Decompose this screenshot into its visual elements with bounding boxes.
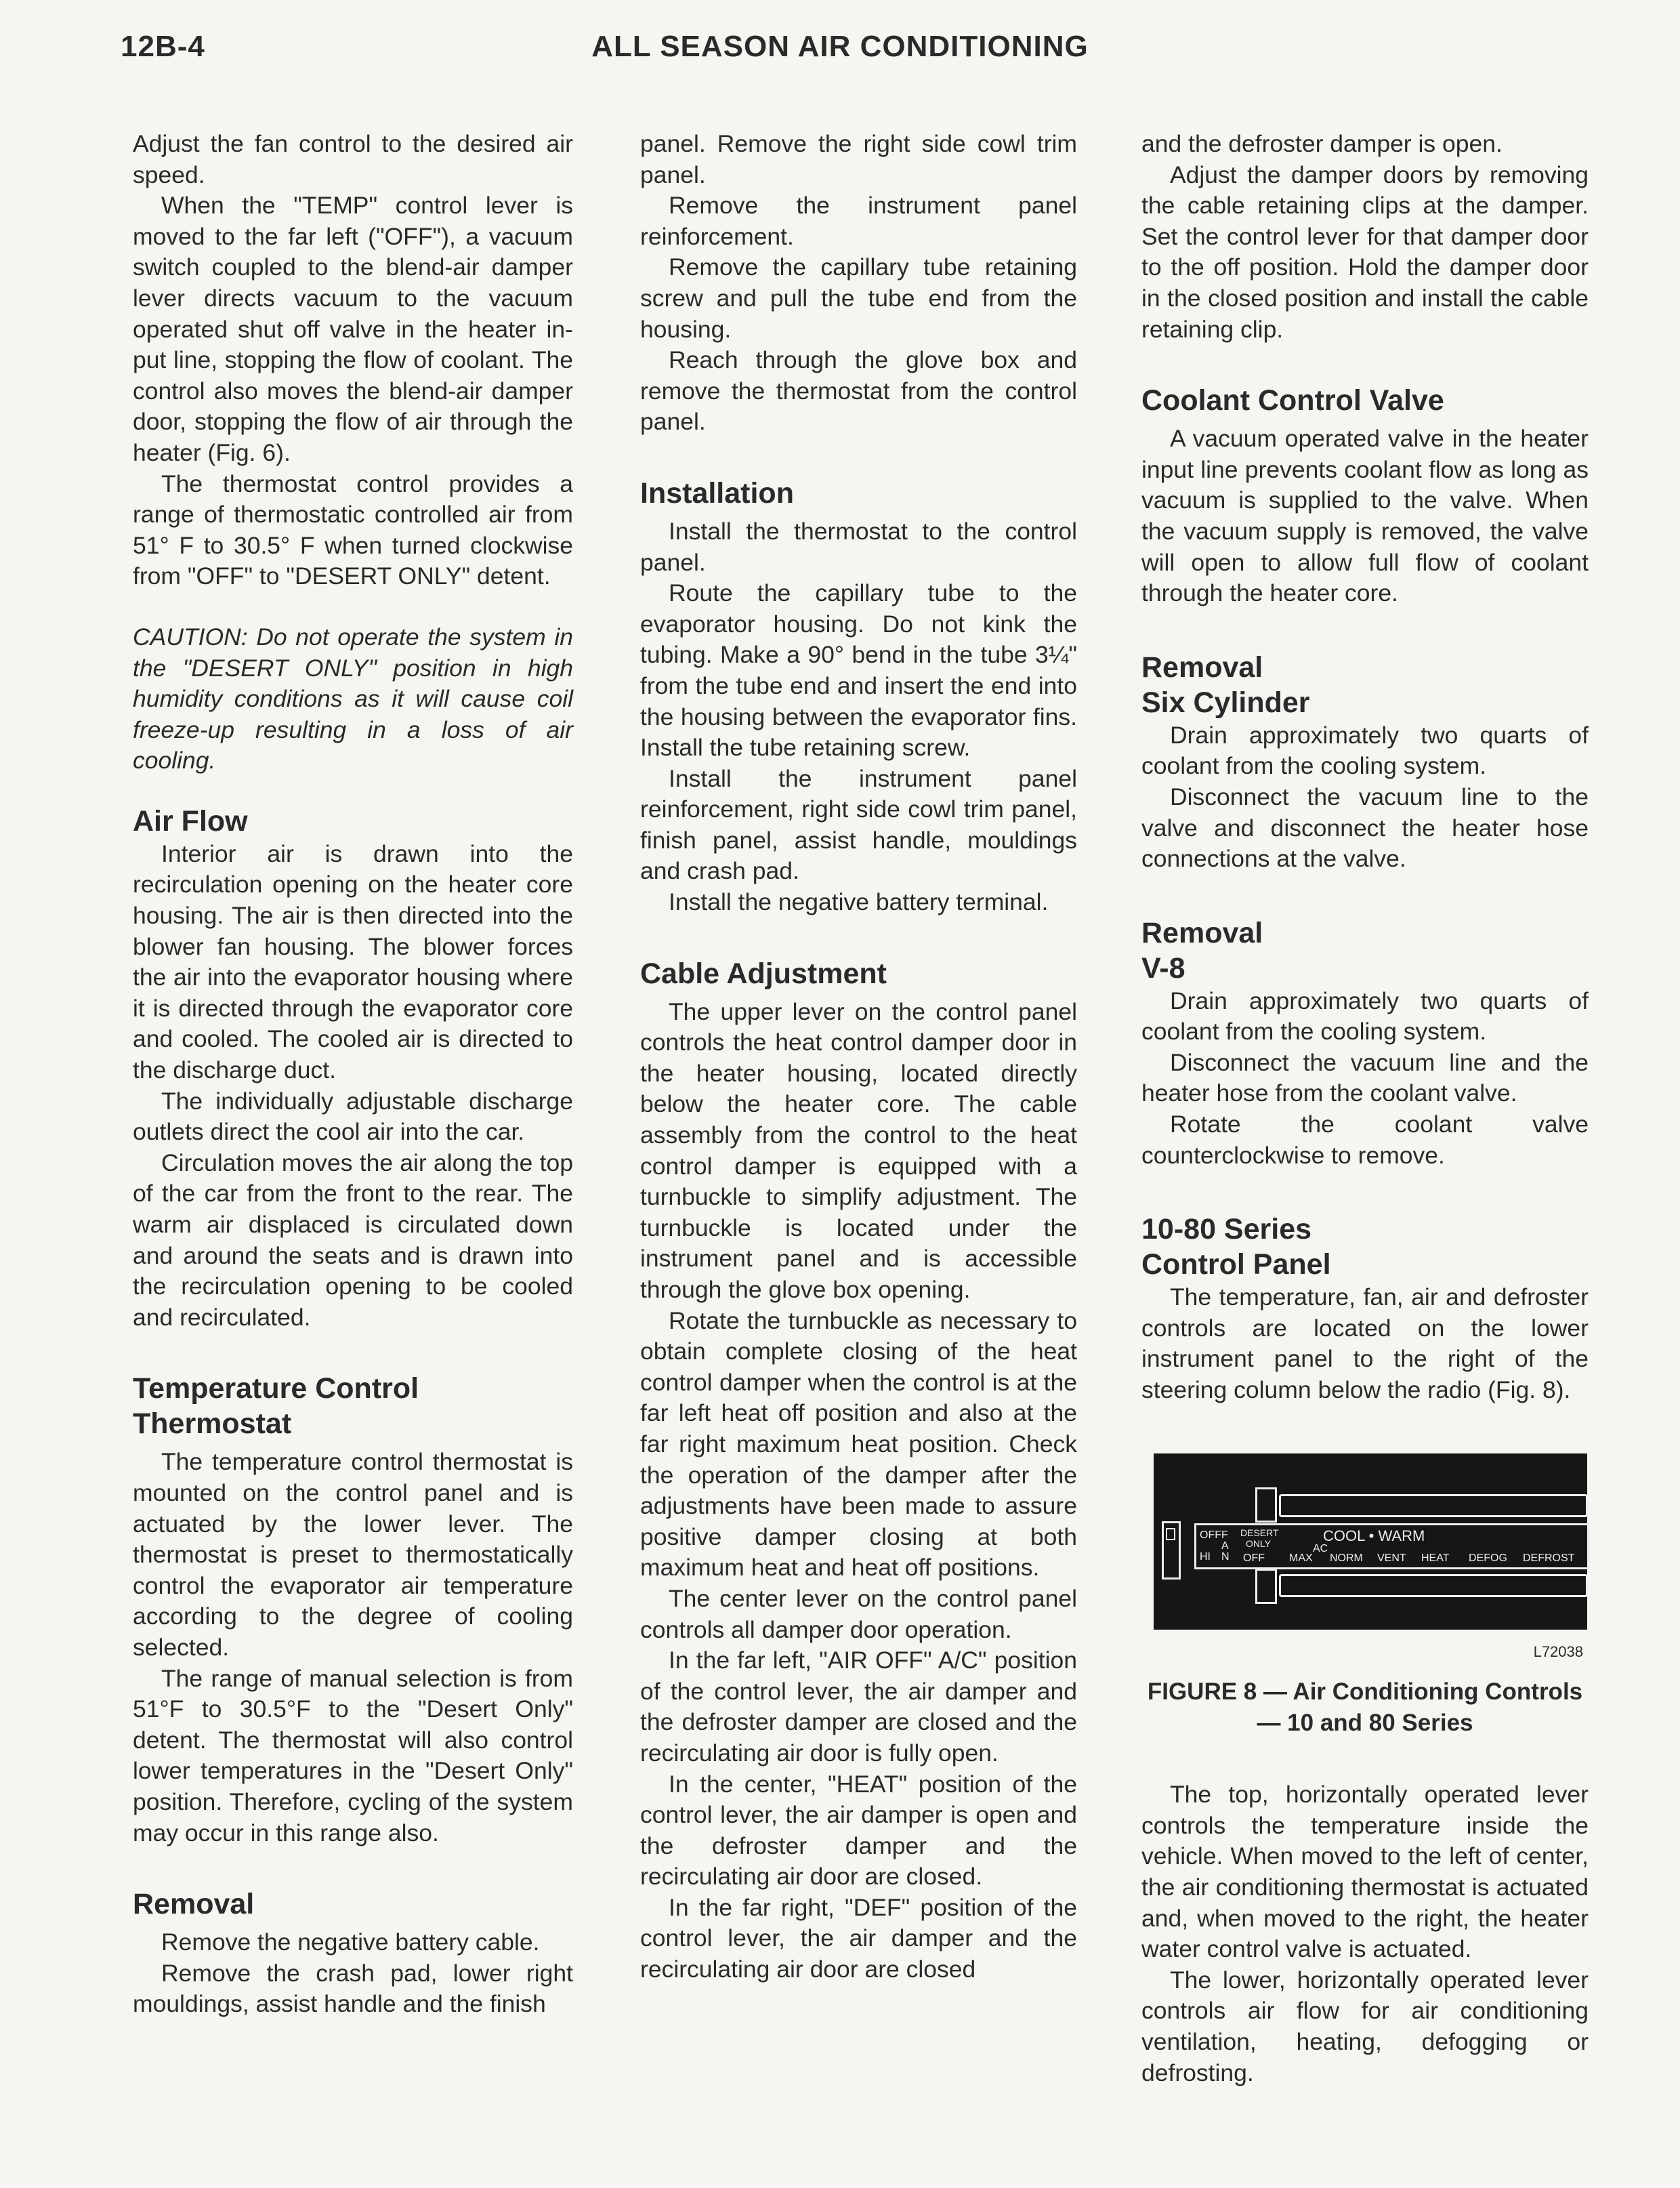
upper-lever-knob — [1255, 1487, 1277, 1523]
label-vent: VENT — [1377, 1552, 1406, 1564]
paragraph: In the far left, "AIR OFF" A/C" position of the control lever, the air damper and the defroster damper are closed and the recirculating air door is fully open. — [640, 1647, 1077, 1767]
figure-code: L72038 — [1533, 1643, 1583, 1660]
paragraph: Reach through the glove box and remove the thermostat from the control panel. — [640, 346, 1077, 436]
paragraph: Remove the instrument panel reinforcement. — [640, 192, 1077, 250]
paragraph: Install the thermostat to the control panel. — [640, 517, 1077, 576]
label-off-lower: OFF — [1243, 1552, 1265, 1564]
label-off: OFF — [1200, 1529, 1221, 1541]
lower-lever-knob — [1255, 1569, 1277, 1604]
page-header-title: ALL SEASON AIR CONDITIONING — [591, 30, 1089, 63]
label-hi: HI — [1200, 1550, 1211, 1563]
caution-note: CAUTION: Do not operate the system in the "DESERT ONLY" position in high humidity conditions as it will cause coil freeze-up resulting in a loss of air cooling. — [133, 623, 573, 775]
caption-line-1: FIGURE 8 — Air Conditioning Controls — [1147, 1678, 1583, 1706]
label-max: MAX — [1289, 1552, 1313, 1564]
figure-caption — [1141, 1676, 1589, 1739]
heading-coolant-control-valve: Coolant Control Valve — [1141, 384, 1444, 417]
heading-cable-adjustment: Cable Adjustment — [640, 957, 887, 990]
label-defog: DEFOG — [1469, 1552, 1507, 1564]
label-norm: NORM — [1330, 1552, 1363, 1564]
paragraph: The temperature, fan, air and defroster controls are located on the lower instrument panel to the right of the steering column below the radio (Fig. 8). — [1141, 1283, 1589, 1404]
heading-air-flow: Air Flow — [133, 804, 248, 838]
paragraph: Interior air is drawn into the recirculation opening on the heater core housing. The air is then directed into the blower fan housing. The blower forces the air into the evaporator housing where it is directed through the evaporator core and cooled. The cooled air is directed to the discharge duct. — [133, 840, 573, 1084]
label-ac: AC — [1313, 1542, 1328, 1554]
paragraph: Rotate the coolant valve counterclockwise to remove. — [1141, 1111, 1589, 1169]
heading-control-panel: Control Panel — [1141, 1248, 1331, 1281]
paragraph: The center lever on the control panel controls all damper door operation. — [640, 1584, 1077, 1643]
label-f: F — [1221, 1529, 1228, 1541]
paragraph: Route the capillary tube to the evaporator housing. Do not kink the tubing. Make a 90° bend in the tube 3¼" from the tube end and insert the end into the housing between the evaporator fins. Install the tube retaining screw. — [640, 579, 1077, 762]
paragraph: and the defroster damper is open. — [1141, 130, 1503, 157]
paragraph: The individually adjustable discharge outlets direct the cool air into the car. — [133, 1087, 573, 1146]
label-n: N — [1221, 1550, 1230, 1563]
paragraph: Remove the crash pad, lower right mouldings, assist handle and the finish — [133, 1959, 573, 2018]
paragraph: When the "TEMP" control lever is moved to the far left ("OFF"), a vacuum switch coupled to the blend-air damper lever directs vacuum to the vacuum operated shut off valve in the heater in-put line, stopping the flow of coolant. The control also moves the blend-air damper door, stopping the flow of air through the heater (Fig. 6). — [133, 192, 573, 466]
column-2 — [640, 129, 1077, 1985]
paragraph: Remove the negative battery cable. — [161, 1928, 540, 1956]
page-number: 12B-4 — [121, 30, 205, 63]
heading-installation: Installation — [640, 476, 794, 510]
caption-line-2: — 10 and 80 Series — [1257, 1710, 1473, 1737]
lower-lever-slot — [1279, 1574, 1588, 1597]
paragraph: The top, horizontally operated lever controls the temperature inside the vehicle. When moved to the left of center, the air conditioning thermostat is actuated and, when moved to the right, the heater water control valve is actuated. — [1141, 1781, 1589, 1963]
heading-10-80-series: 10-80 Series — [1141, 1213, 1312, 1246]
paragraph: Adjust the fan control to the desired air speed. — [133, 130, 573, 188]
label-cool-warm: COOL • WARM — [1323, 1527, 1425, 1544]
column-3 — [1141, 129, 1589, 2088]
label-only: ONLY — [1246, 1537, 1272, 1549]
figure-8-control-panel-illustration — [1154, 1453, 1587, 1630]
paragraph: Disconnect the vacuum line and the heater hose from the coolant valve. — [1141, 1048, 1589, 1107]
label-heat: HEAT — [1421, 1552, 1450, 1564]
paragraph: In the far right, "DEF" position of the control lever, the air damper and the recirculating air door are closed — [640, 1893, 1077, 1983]
paragraph: The range of manual selection is from 51°F to 30.5°F to the "Desert Only" detent. The thermostat will also control lower temperatures in the "Desert Only" position. Therefore, cycling of the system may occur in this range also. — [133, 1664, 573, 1846]
heading-removal: Removal — [1141, 651, 1263, 684]
heading-six-cylinder: Six Cylinder — [1141, 686, 1310, 719]
paragraph: A vacuum operated valve in the heater input line prevents coolant flow as long as vacuum is supplied to the valve. When the vacuum supply is removed, the valve will open to allow full flow of coolant through the heater core. — [1141, 425, 1589, 607]
paragraph: Adjust the damper doors by removing the cable retaining clips at the damper. Set the control lever for that damper door to the off position. Hold the damper door in the closed position and install the cable retaining clip. — [1141, 161, 1589, 343]
paragraph: Drain approximately two quarts of coolant from the cooling system. — [1141, 987, 1589, 1046]
label-desert: DESERT — [1240, 1527, 1279, 1538]
heading-removal: Removal — [133, 1888, 255, 1921]
column-1 — [133, 129, 573, 2020]
label-a: A — [1221, 1540, 1229, 1552]
paragraph: Circulation moves the air along the top of the car from the front to the rear. The warm air displaced is circulated down and around the seats and is drawn into the recirculation opening to be cooled and recirculated. — [133, 1149, 573, 1331]
paragraph: Install the negative battery terminal. — [669, 888, 1049, 916]
paragraph: Install the instrument panel reinforcement, right side cowl trim panel, finish panel, assist handle, mouldings and crash pad. — [640, 764, 1077, 885]
paragraph: Remove the capillary tube retaining screw and pull the tube end from the housing. — [640, 253, 1077, 343]
upper-lever-slot — [1279, 1494, 1588, 1517]
label-defrost: DEFROST — [1523, 1552, 1575, 1564]
paragraph: Drain approximately two quarts of coolant from the cooling system. — [1141, 721, 1589, 780]
paragraph: In the center, "HEAT" position of the control lever, the air damper is open and the defroster damper and the recirculating air door are closed. — [640, 1770, 1077, 1891]
heading-temperature-control-thermostat: Temperature Control Thermostat — [133, 1372, 419, 1441]
fan-switch-knob — [1166, 1528, 1175, 1540]
paragraph: The upper lever on the control panel controls the heat control damper door in the heater housing, located directly below the heater core. The cable assembly from the control to the heat control damper is equipped with a turnbuckle to simplify adjustment. The turnbuckle is located under the instrument panel and is accessible through the glove box opening. — [640, 997, 1077, 1303]
heading-removal: Removal — [1141, 916, 1263, 949]
paragraph: Rotate the turnbuckle as necessary to obtain complete closing of the heat control damper when the control is at the far left heat off position and also at the far right maximum heat position. Check the operation of the damper after the adjustments have been made to assure positive damper closing at both maximum heat and heat off positions. — [640, 1306, 1077, 1582]
heading-v8: V-8 — [1141, 951, 1185, 985]
paragraph: The lower, horizontally operated lever controls air flow for air conditioning ventilation, heating, defogging or defrosting. — [1141, 1966, 1589, 2086]
paragraph: panel. Remove the right side cowl trim panel. — [640, 130, 1077, 188]
paragraph: Disconnect the vacuum line to the valve and disconnect the heater hose connections at the valve. — [1141, 783, 1589, 873]
paragraph: The temperature control thermostat is mounted on the control panel and is actuated by the lower lever. The thermostat is preset to thermostatically control the evaporator air temperature according to the degree of cooling selected. — [133, 1448, 573, 1661]
paragraph: The thermostat control provides a range of thermostatic controlled air from 51° F to 30.5° F when turned clockwise from "OFF" to "DESERT ONLY" detent. — [133, 470, 573, 590]
